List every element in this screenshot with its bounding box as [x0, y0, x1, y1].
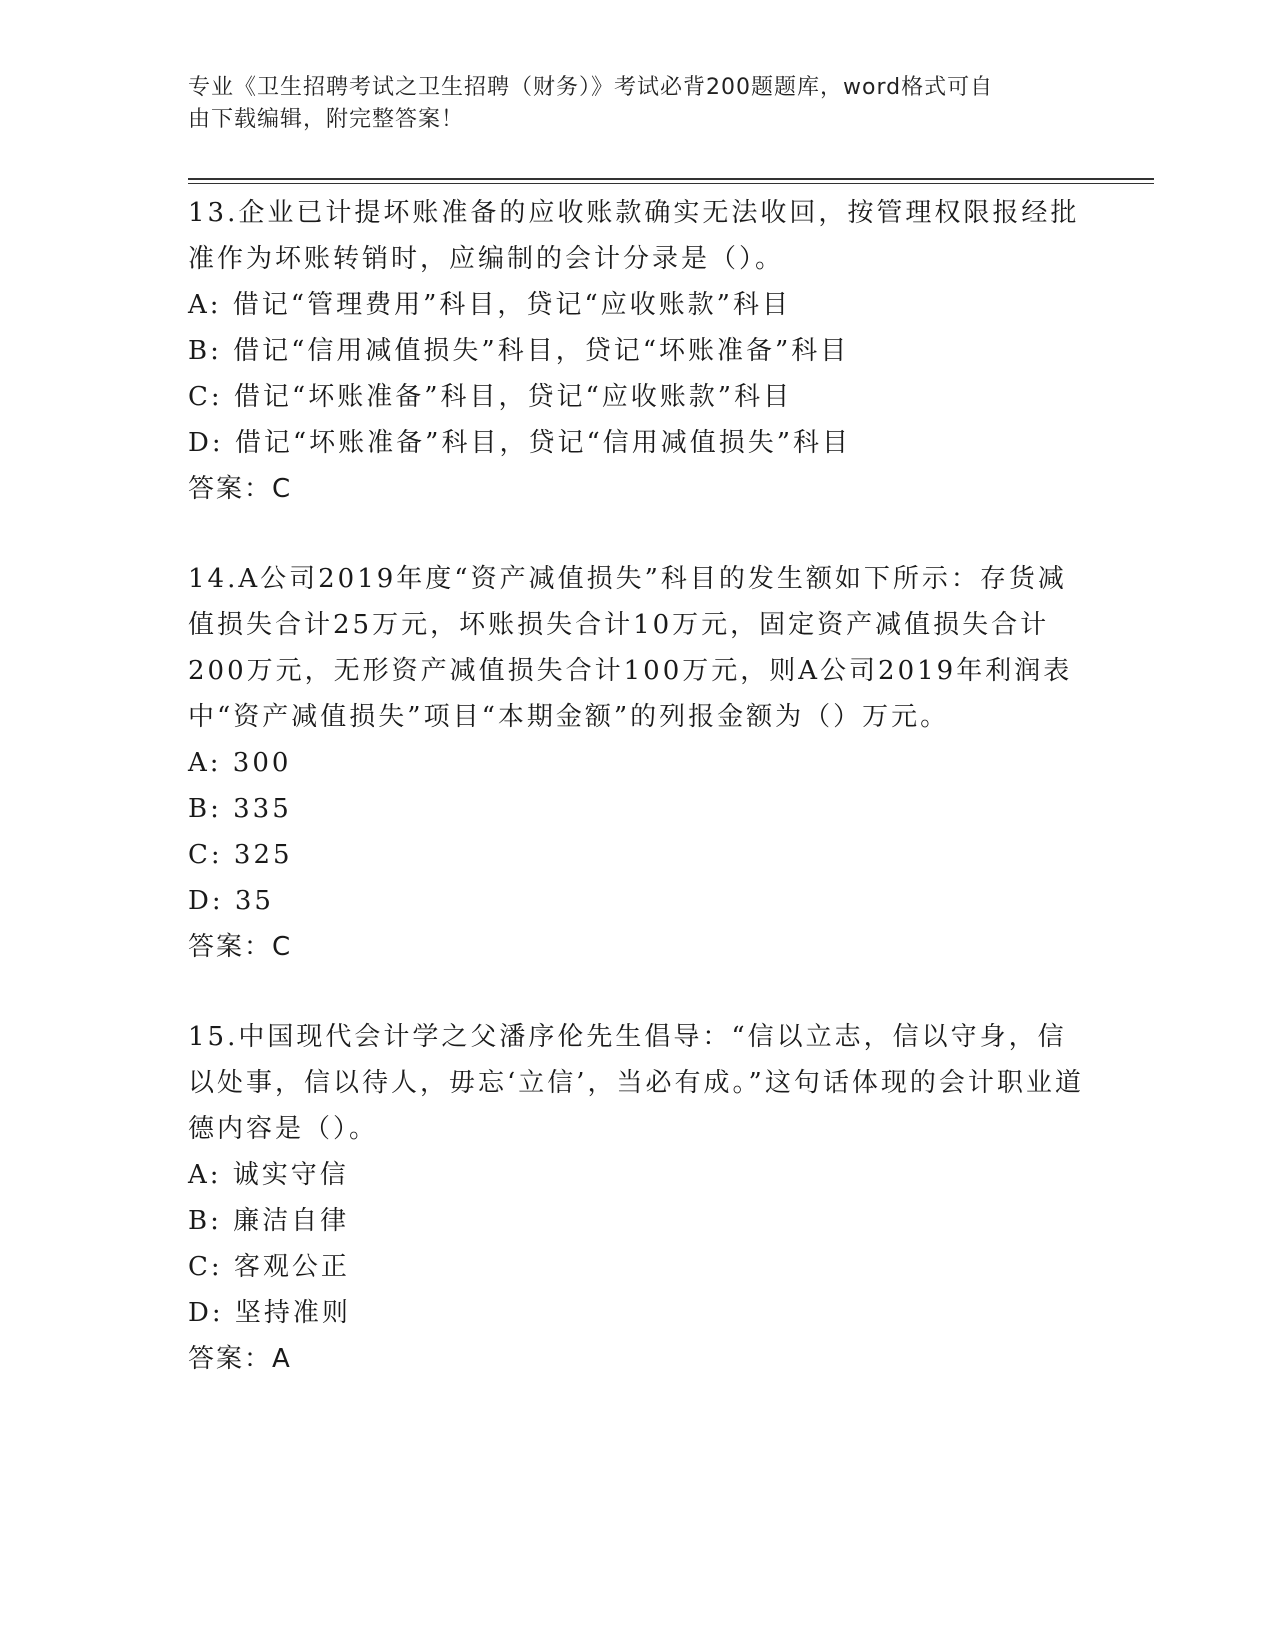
option-d: D: 35 — [188, 886, 274, 916]
question-stem: 13.企业已计提坏账准备的应收账款确实无法收回，按管理权限报经批准作为坏账转销时，应编制的会计分录是（）。 — [188, 198, 1080, 274]
option-d: D: 坚持准则 — [188, 1298, 351, 1328]
question-15 — [188, 1014, 1088, 1382]
option-c: C: 客观公正 — [188, 1252, 350, 1282]
header-divider-thin — [188, 183, 1154, 184]
question-14 — [188, 556, 1088, 970]
answer-text: 答案：C — [188, 474, 293, 504]
question-stem: 15.中国现代会计学之父潘序伦先生倡导：“信以立志，信以守身，信以处事，信以待人，毋忘‘立信’，当必有成。”这句话体现的会计职业道德内容是（）。 — [188, 1022, 1084, 1144]
answer-text: 答案：A — [188, 1344, 292, 1374]
option-a: A: 借记“管理费用”科目，贷记“应收账款”科目 — [188, 290, 791, 320]
option-a: A: 诚实守信 — [188, 1160, 349, 1190]
option-b: B: 廉洁自律 — [188, 1206, 350, 1236]
question-stem: 14.A公司2019年度“资产减值损失”科目的发生额如下所示：存货减值损失合计25万元，坏账损失合计10万元，固定资产减值损失合计200万元，无形资产减值损失合计100万元，则A公司2019年利润表中“资产减值损失”项目“本期金额”的列报金额为（）万元。 — [188, 564, 1073, 732]
header-divider-thick — [188, 178, 1154, 180]
question-list — [188, 190, 1088, 1426]
option-b: B: 借记“信用减值损失”科目，贷记“坏账准备”科目 — [188, 336, 850, 366]
option-c: C: 借记“坏账准备”科目，贷记“应收账款”科目 — [188, 382, 793, 412]
option-b: B: 335 — [188, 794, 292, 824]
question-13 — [188, 190, 1088, 512]
header-line-2: 由下载编辑，附完整答案！ — [188, 107, 465, 132]
document-header — [188, 72, 1068, 136]
option-a: A: 300 — [188, 748, 292, 778]
option-c: C: 325 — [188, 840, 293, 870]
header-line-1: 专业《卫生招聘考试之卫生招聘（财务）》考试必背200题题库，word格式可自 — [188, 75, 994, 100]
answer-text: 答案：C — [188, 932, 293, 962]
option-d: D: 借记“坏账准备”科目，贷记“信用减值损失”科目 — [188, 428, 852, 458]
